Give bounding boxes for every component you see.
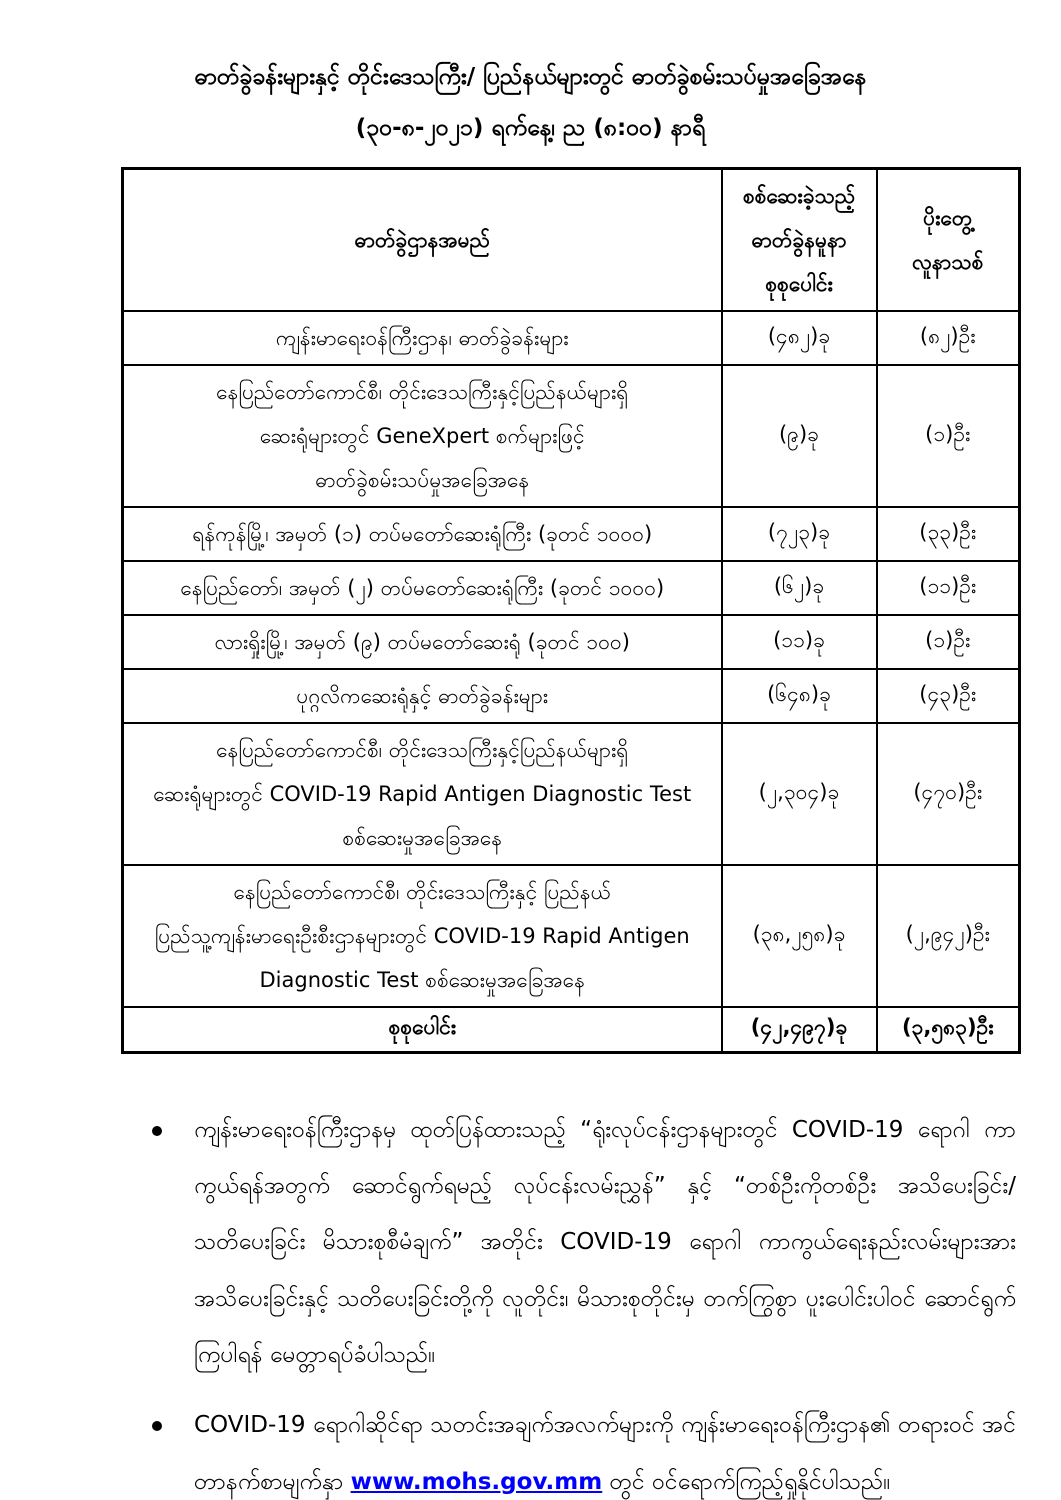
table-row [123, 311, 1020, 365]
note-text-guidelines: ကျန်းမာရေးဝန်ကြီးဌာနမှ ထုတ်ပြန်ထားသည့် “ရုံးလုပ်ငန်းဌာနများတွင် COVID-19 ရောဂါ ကာကွယ်ရန်အတွက် ဆောင်ရွက်ရမည့် လုပ်ငန်းလမ်းညွှန်” နှင့် “တစ်ဦးကိုတစ်ဦး အသိပေးခြင်း/ သတိပေးခြင်း မိသားစုစီမံချက်” အတိုင်း COVID-19 ရောဂါ ကာကွယ်ရေးနည်းလမ်းများအား အသိပေးခြင်းနှင့် သတိပေးခြင်းတို့ကို လူတိုင်း၊ မိသားစုတိုင်းမှ တက်ကြွစွာ ပူးပေါင်းပါဝင် ဆောင်ရွက်ကြပါရန် မေတ္တာရပ်ခံပါသည်။ [194, 1116, 1016, 1369]
table-row [123, 669, 1020, 723]
table-row [123, 507, 1020, 561]
table-total-row [123, 1007, 1020, 1052]
samples-count-cell: (၃၈,၂၅၈)ခု [722, 865, 877, 1007]
table-row [123, 723, 1020, 865]
lab-name-cell: လားရှိုးမြို့၊ အမှတ် (၉) တပ်မတော်ဆေးရုံ (ခုတင် ၁၀၀) [123, 615, 722, 669]
positives-count-cell: (၄၃)ဦး [877, 669, 1020, 723]
lab-name-cell: နေပြည်တော်၊ အမှတ် (၂) တပ်မတော်ဆေးရုံကြီး (ခုတင် ၁၀၀၀) [123, 561, 722, 615]
report-title-line1: ဓာတ်ခွဲခန်းများနှင့် တိုင်းဒေသကြီး/ ပြည်နယ်များတွင် ဓာတ်ခွဲစမ်းသပ်မှုအခြေအနေ [194, 64, 867, 90]
samples-count-cell: (၁၁)ခု [722, 615, 877, 669]
total-label-cell: စုစုပေါင်း [123, 1007, 722, 1052]
mohs-website-link[interactable]: www.mohs.gov.mm [350, 1468, 603, 1495]
table-row [123, 615, 1020, 669]
lab-name-cell: ရန်ကုန်မြို့၊ အမှတ် (၁) တပ်မတော်ဆေးရုံကြီး (ခုတင် ၁၀၀၀) [123, 507, 722, 561]
header-new-positives: ပိုးတွေ့ လူနာသစ် [877, 169, 1020, 312]
lab-name-cell: နေပြည်တော်ကောင်စီ၊ တိုင်းဒေသကြီးနှင့်ပြည်နယ်များရှိ ဆေးရုံများတွင် COVID-19 Rapid Antigen Diagnostic Test စစ်ဆေးမှုအခြေအနေ [123, 723, 722, 865]
lab-name-cell: နေပြည်တော်ကောင်စီ၊ တိုင်းဒေသကြီးနှင့်ပြည်နယ်များရှိ ဆေးရုံများတွင် GeneXpert စက်များဖြင့် ဓာတ်ခွဲစမ်းသပ်မှုအခြေအနေ [123, 365, 722, 507]
lab-name-cell: ကျန်းမာရေးဝန်ကြီးဌာန၊ ဓာတ်ခွဲခန်းများ [123, 311, 722, 365]
positives-count-cell: (၈၂)ဦး [877, 311, 1020, 365]
positives-count-cell: (၄၇၀)ဦး [877, 723, 1020, 865]
note-text-website [194, 1397, 1016, 1500]
notes-section [152, 1102, 1016, 1500]
bullet-icon [152, 1421, 162, 1431]
header-samples-total: စစ်ဆေးခဲ့သည့် ဓာတ်ခွဲနမူနာ စုစုပေါင်း [722, 169, 877, 312]
table-row [123, 365, 1020, 507]
samples-count-cell: (၄၈၂)ခု [722, 311, 877, 365]
lab-name-cell: နေပြည်တော်ကောင်စီ၊ တိုင်းဒေသကြီးနှင့် ပြည်နယ် ပြည်သူ့ကျန်းမာရေးဦးစီးဌာနများတွင် COVID-19 Rapid Antigen Diagnostic Test စစ်ဆေးမှုအခြေအနေ [123, 865, 722, 1007]
positives-count-cell: (၁)ဦး [877, 365, 1020, 507]
samples-count-cell: (၂,၃၀၄)ခု [722, 723, 877, 865]
report-title [0, 0, 1061, 153]
positives-count-cell: (၃၃)ဦး [877, 507, 1020, 561]
lab-results-table [121, 167, 1021, 1054]
samples-count-cell: (၆၄၈)ခု [722, 669, 877, 723]
samples-count-cell: (၉)ခု [722, 365, 877, 507]
website-note-suffix: တွင် ဝင်ရောက်ကြည့်ရှုနိုင်ပါသည်။ [602, 1468, 891, 1495]
header-lab-name: ဓာတ်ခွဲဌာနအမည် [123, 169, 722, 312]
bullet-icon [152, 1126, 162, 1136]
total-positives-cell: (၃,၅၈၃)ဦး [877, 1007, 1020, 1052]
table-row [123, 865, 1020, 1007]
table-row [123, 561, 1020, 615]
total-samples-cell: (၄၂,၄၉၇)ခု [722, 1007, 877, 1052]
samples-count-cell: (၆၂)ခု [722, 561, 877, 615]
positives-count-cell: (၂,၉၄၂)ဦး [877, 865, 1020, 1007]
positives-count-cell: (၁)ဦး [877, 615, 1020, 669]
table-header-row [123, 169, 1020, 312]
lab-name-cell: ပုဂ္ဂလိကဆေးရုံနှင့် ဓာတ်ခွဲခန်းများ [123, 669, 722, 723]
report-date-line: (၃၀-၈-၂၀၂၁) ရက်နေ့၊ ည (၈:၀၀) နာရီ [355, 114, 706, 141]
positives-count-cell: (၁၁)ဦး [877, 561, 1020, 615]
website-note-prefix: COVID-19 ရောဂါဆိုင်ရာ သတင်းအချက်အလက်များကို ကျန်းမာရေးဝန်ကြီးဌာန၏ တရားဝင် အင်တာနက်စာမျက်နှာ [194, 1412, 1016, 1495]
samples-count-cell: (၇၂၃)ခု [722, 507, 877, 561]
note-item-website [152, 1397, 1016, 1500]
note-item-guidelines [152, 1102, 1016, 1384]
